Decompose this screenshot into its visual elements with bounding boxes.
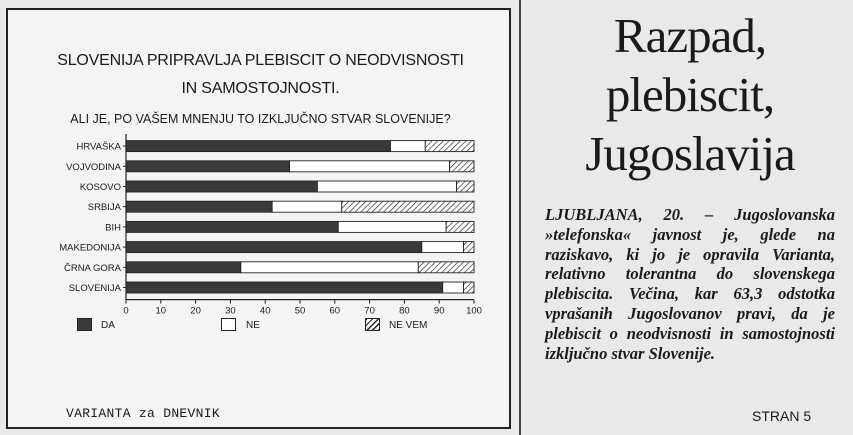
headline <box>530 6 850 183</box>
bar-kosovo-ne <box>317 181 456 192</box>
legend-swatch-ne-vem <box>365 318 380 331</box>
bar--rna-gora-ne <box>241 262 418 273</box>
bar-srbija-ne-vem <box>342 201 474 212</box>
legend-label-ne: NE <box>246 320 260 331</box>
x-tick-label: 10 <box>155 305 167 317</box>
bar-makedonija-ne-vem <box>464 242 474 253</box>
x-tick-label: 70 <box>364 305 375 317</box>
bar-makedonija-da <box>126 242 422 253</box>
bar-hrva-ka-da <box>126 141 390 152</box>
bar-vojvodina-da <box>126 161 290 172</box>
x-tick-label: 90 <box>433 305 445 317</box>
x-tick-label: 30 <box>225 305 236 317</box>
category-label-makedonija: MAKEDONIJA <box>59 242 121 254</box>
legend-label-da: DA <box>101 320 115 331</box>
bar-bih-da <box>126 221 338 232</box>
headline-line1: Razpad, <box>613 8 767 63</box>
category-label-kosovo: KOSOVO <box>79 182 121 193</box>
legend-label-ne-vem: NE VEM <box>389 320 428 331</box>
chart-title-line2: IN SAMOSTOJNOSTI. <box>181 80 340 97</box>
article-body: LJUBLJANA, 20. – Jugoslovanska »telefonska« javnost je, glede na raziskavo, ki jo je opravila Varianta, relativno tolerantna do slovenskega plebiscita. Večina, kar 63,3 odstotka vprašanih Jugoslovanov pravi, da je plebiscit o neodvisnosti in samostojnosti izključno stvar Slovenije. <box>545 205 835 363</box>
bar--rna-gora-ne-vem <box>418 262 474 273</box>
category-label-slovenija: SLOVENIJA <box>68 283 121 294</box>
chart-title-line1: SLOVENIJA PRIPRAVLJA PLEBISCIT O NEODVISNOSTI <box>57 52 464 69</box>
x-tick-label: 0 <box>123 305 129 317</box>
category-label-hrva-ka: HRVAŠKA <box>76 141 121 153</box>
bar--rna-gora-da <box>126 262 241 273</box>
bar-chart <box>8 10 509 427</box>
bar-bih-ne <box>338 221 446 232</box>
x-tick-label: 40 <box>259 305 271 317</box>
headline-line3: Jugoslavija <box>585 126 795 181</box>
bar-slovenija-ne-vem <box>464 282 474 293</box>
x-tick-label: 80 <box>399 305 410 317</box>
category-label-srbija: SRBIJA <box>87 202 121 214</box>
x-tick-label: 20 <box>190 305 201 317</box>
bar-kosovo-da <box>126 181 317 192</box>
bar-vojvodina-ne-vem <box>450 161 474 172</box>
bar-bih-ne-vem <box>446 221 474 232</box>
chart-credit: VARIANTA za DNEVNIK <box>66 406 220 421</box>
legend-swatch-da <box>77 318 92 331</box>
bar-slovenija-da <box>126 282 443 293</box>
x-tick-label: 50 <box>294 305 306 317</box>
column-divider <box>519 0 521 435</box>
legend-swatch-ne <box>221 318 236 331</box>
x-tick-label: 100 <box>466 305 482 317</box>
bar-vojvodina-ne <box>290 161 450 172</box>
bar-hrva-ka-ne-vem <box>425 141 474 152</box>
bar-srbija-da <box>126 201 272 212</box>
bar-makedonija-ne <box>422 242 464 253</box>
headline-line2: plebiscit, <box>605 67 775 122</box>
category-label-vojvodina: VOJVODINA <box>66 161 121 173</box>
bar-kosovo-ne-vem <box>457 181 474 192</box>
x-tick-label: 60 <box>329 305 341 317</box>
bar-slovenija-ne <box>443 282 464 293</box>
category-label-bih: BIH <box>105 222 121 234</box>
chart-subtitle: ALI JE, PO VAŠEM MNENJU TO IZKLJUČNO STVAR SLOVENIJE? <box>70 112 451 126</box>
chart-panel <box>6 8 511 429</box>
bar-srbija-ne <box>272 201 342 212</box>
bar-hrva-ka-ne <box>390 141 425 152</box>
category-label--rna-gora: ČRNA GORA <box>63 262 121 274</box>
page-reference: STRAN 5 <box>752 408 812 424</box>
